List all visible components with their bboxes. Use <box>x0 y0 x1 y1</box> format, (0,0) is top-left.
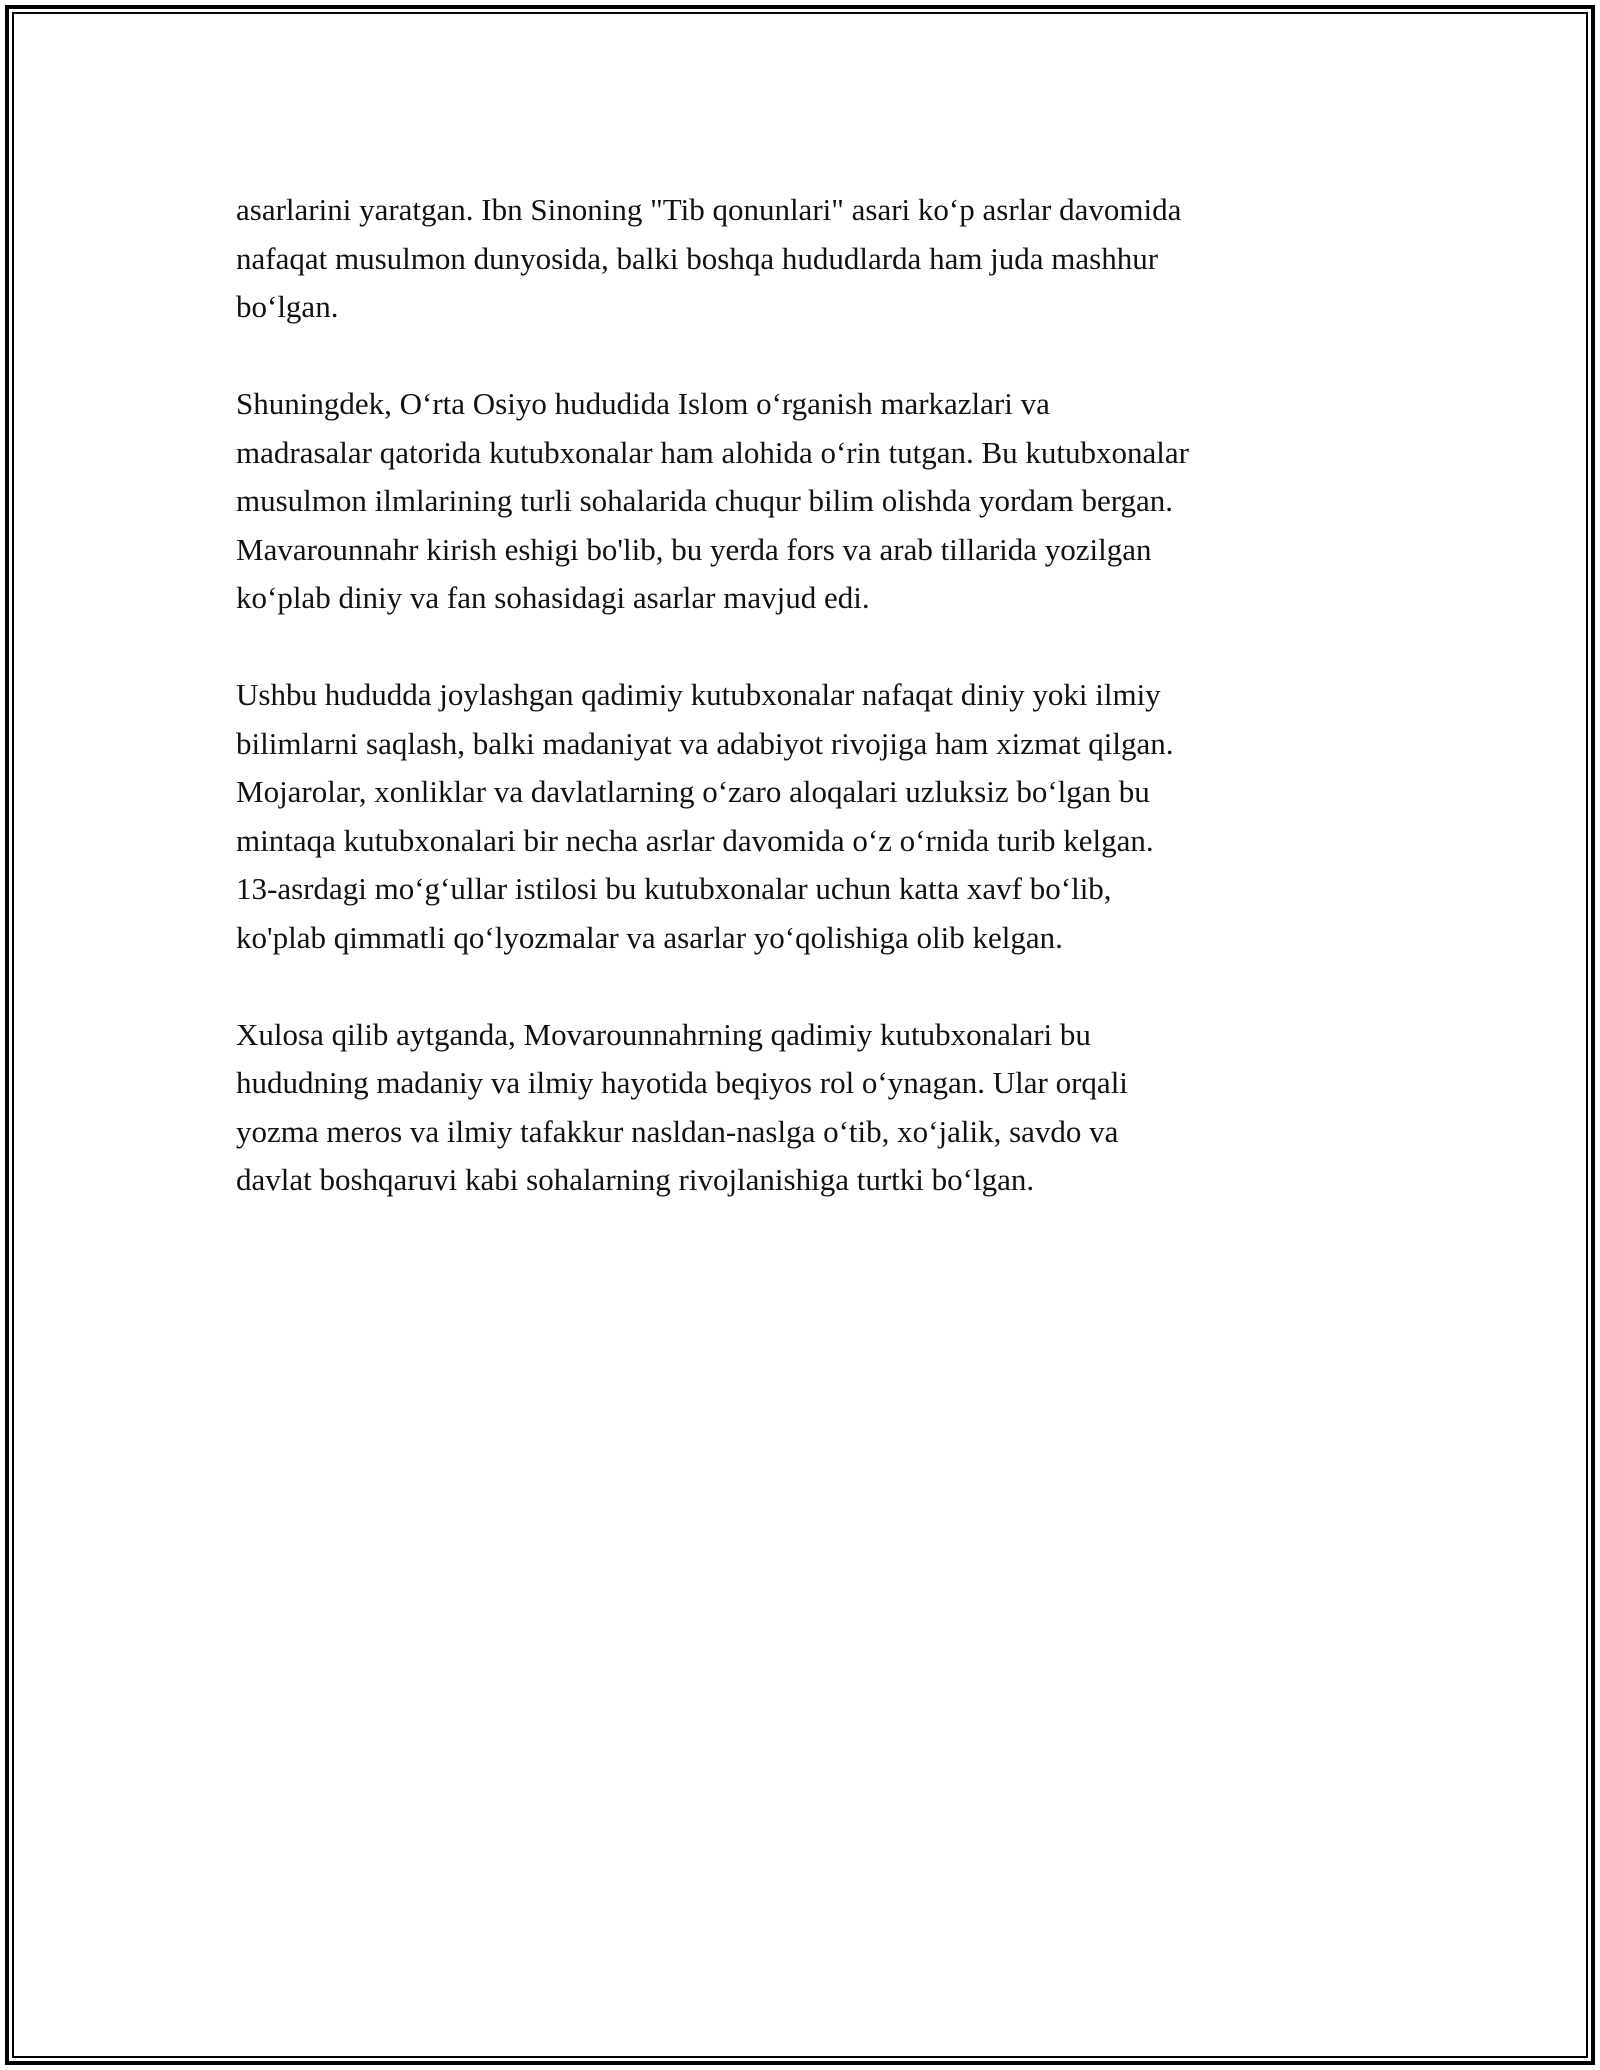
text-line: 13-asrdagi mo‘g‘ullar istilosi bu kutubxonalar uchun katta xavf bo‘lib, <box>236 871 1112 906</box>
paragraph-1 <box>236 186 1376 332</box>
document-body <box>236 186 1376 1253</box>
text-line: Mojarolar, xonliklar va davlatlarning o‘zaro aloqalari uzluksiz bo‘lgan bu <box>236 774 1150 809</box>
text-line: ko‘plab diniy va fan sohasidagi asarlar mavjud edi. <box>236 580 870 615</box>
text-line: asarlarini yaratgan. Ibn Sinoning "Tib qonunlari" asari ko‘p asrlar davomida <box>236 192 1182 227</box>
text-line: bo‘lgan. <box>236 289 339 324</box>
paragraph-2 <box>236 380 1376 623</box>
text-line: ko'plab qimmatli qo‘lyozmalar va asarlar yo‘qolishiga olib kelgan. <box>236 919 1063 955</box>
text-line: madrasalar qatorida kutubxonalar ham alohida o‘rin tutgan. Bu kutubxonalar <box>236 434 1189 470</box>
text-line: musulmon ilmlarining turli sohalarida chuqur bilim olishda yordam bergan. <box>236 483 1174 518</box>
paragraph-3 <box>236 671 1376 962</box>
text-line: Shuningdek, O‘rta Osiyo hududida Islom o‘rganish markazlari va <box>236 386 1050 421</box>
text-line: Xulosa qilib aytganda, Movarounnahrning qadimiy kutubxonalari bu <box>236 1016 1091 1052</box>
text-line: nafaqat musulmon dunyosida, balki boshqa hududlarda ham juda mashhur <box>236 240 1159 276</box>
paragraph-4 <box>236 1011 1376 1205</box>
text-line: bilimlarni saqlash, balki madaniyat va adabiyot rivojiga ham xizmat qilgan. <box>236 725 1174 761</box>
text-line: Mavarounnahr kirish eshigi bo'lib, bu yerda fors va arab tillarida yozilgan <box>236 531 1152 567</box>
text-line: yozma meros va ilmiy tafakkur nasldan-naslga o‘tib, xo‘jalik, savdo va <box>236 1113 1119 1149</box>
text-line: davlat boshqaruvi kabi sohalarning rivojlanishiga turtki bo‘lgan. <box>236 1162 1035 1197</box>
text-line: mintaqa kutubxonalari bir necha asrlar davomida o‘z o‘rnida turib kelgan. <box>236 822 1154 858</box>
text-line: Ushbu hududda joylashgan qadimiy kutubxonalar nafaqat diniy yoki ilmiy <box>236 677 1161 712</box>
text-line: hududning madaniy va ilmiy hayotida beqiyos rol o‘ynagan. Ular orqali <box>236 1065 1128 1100</box>
